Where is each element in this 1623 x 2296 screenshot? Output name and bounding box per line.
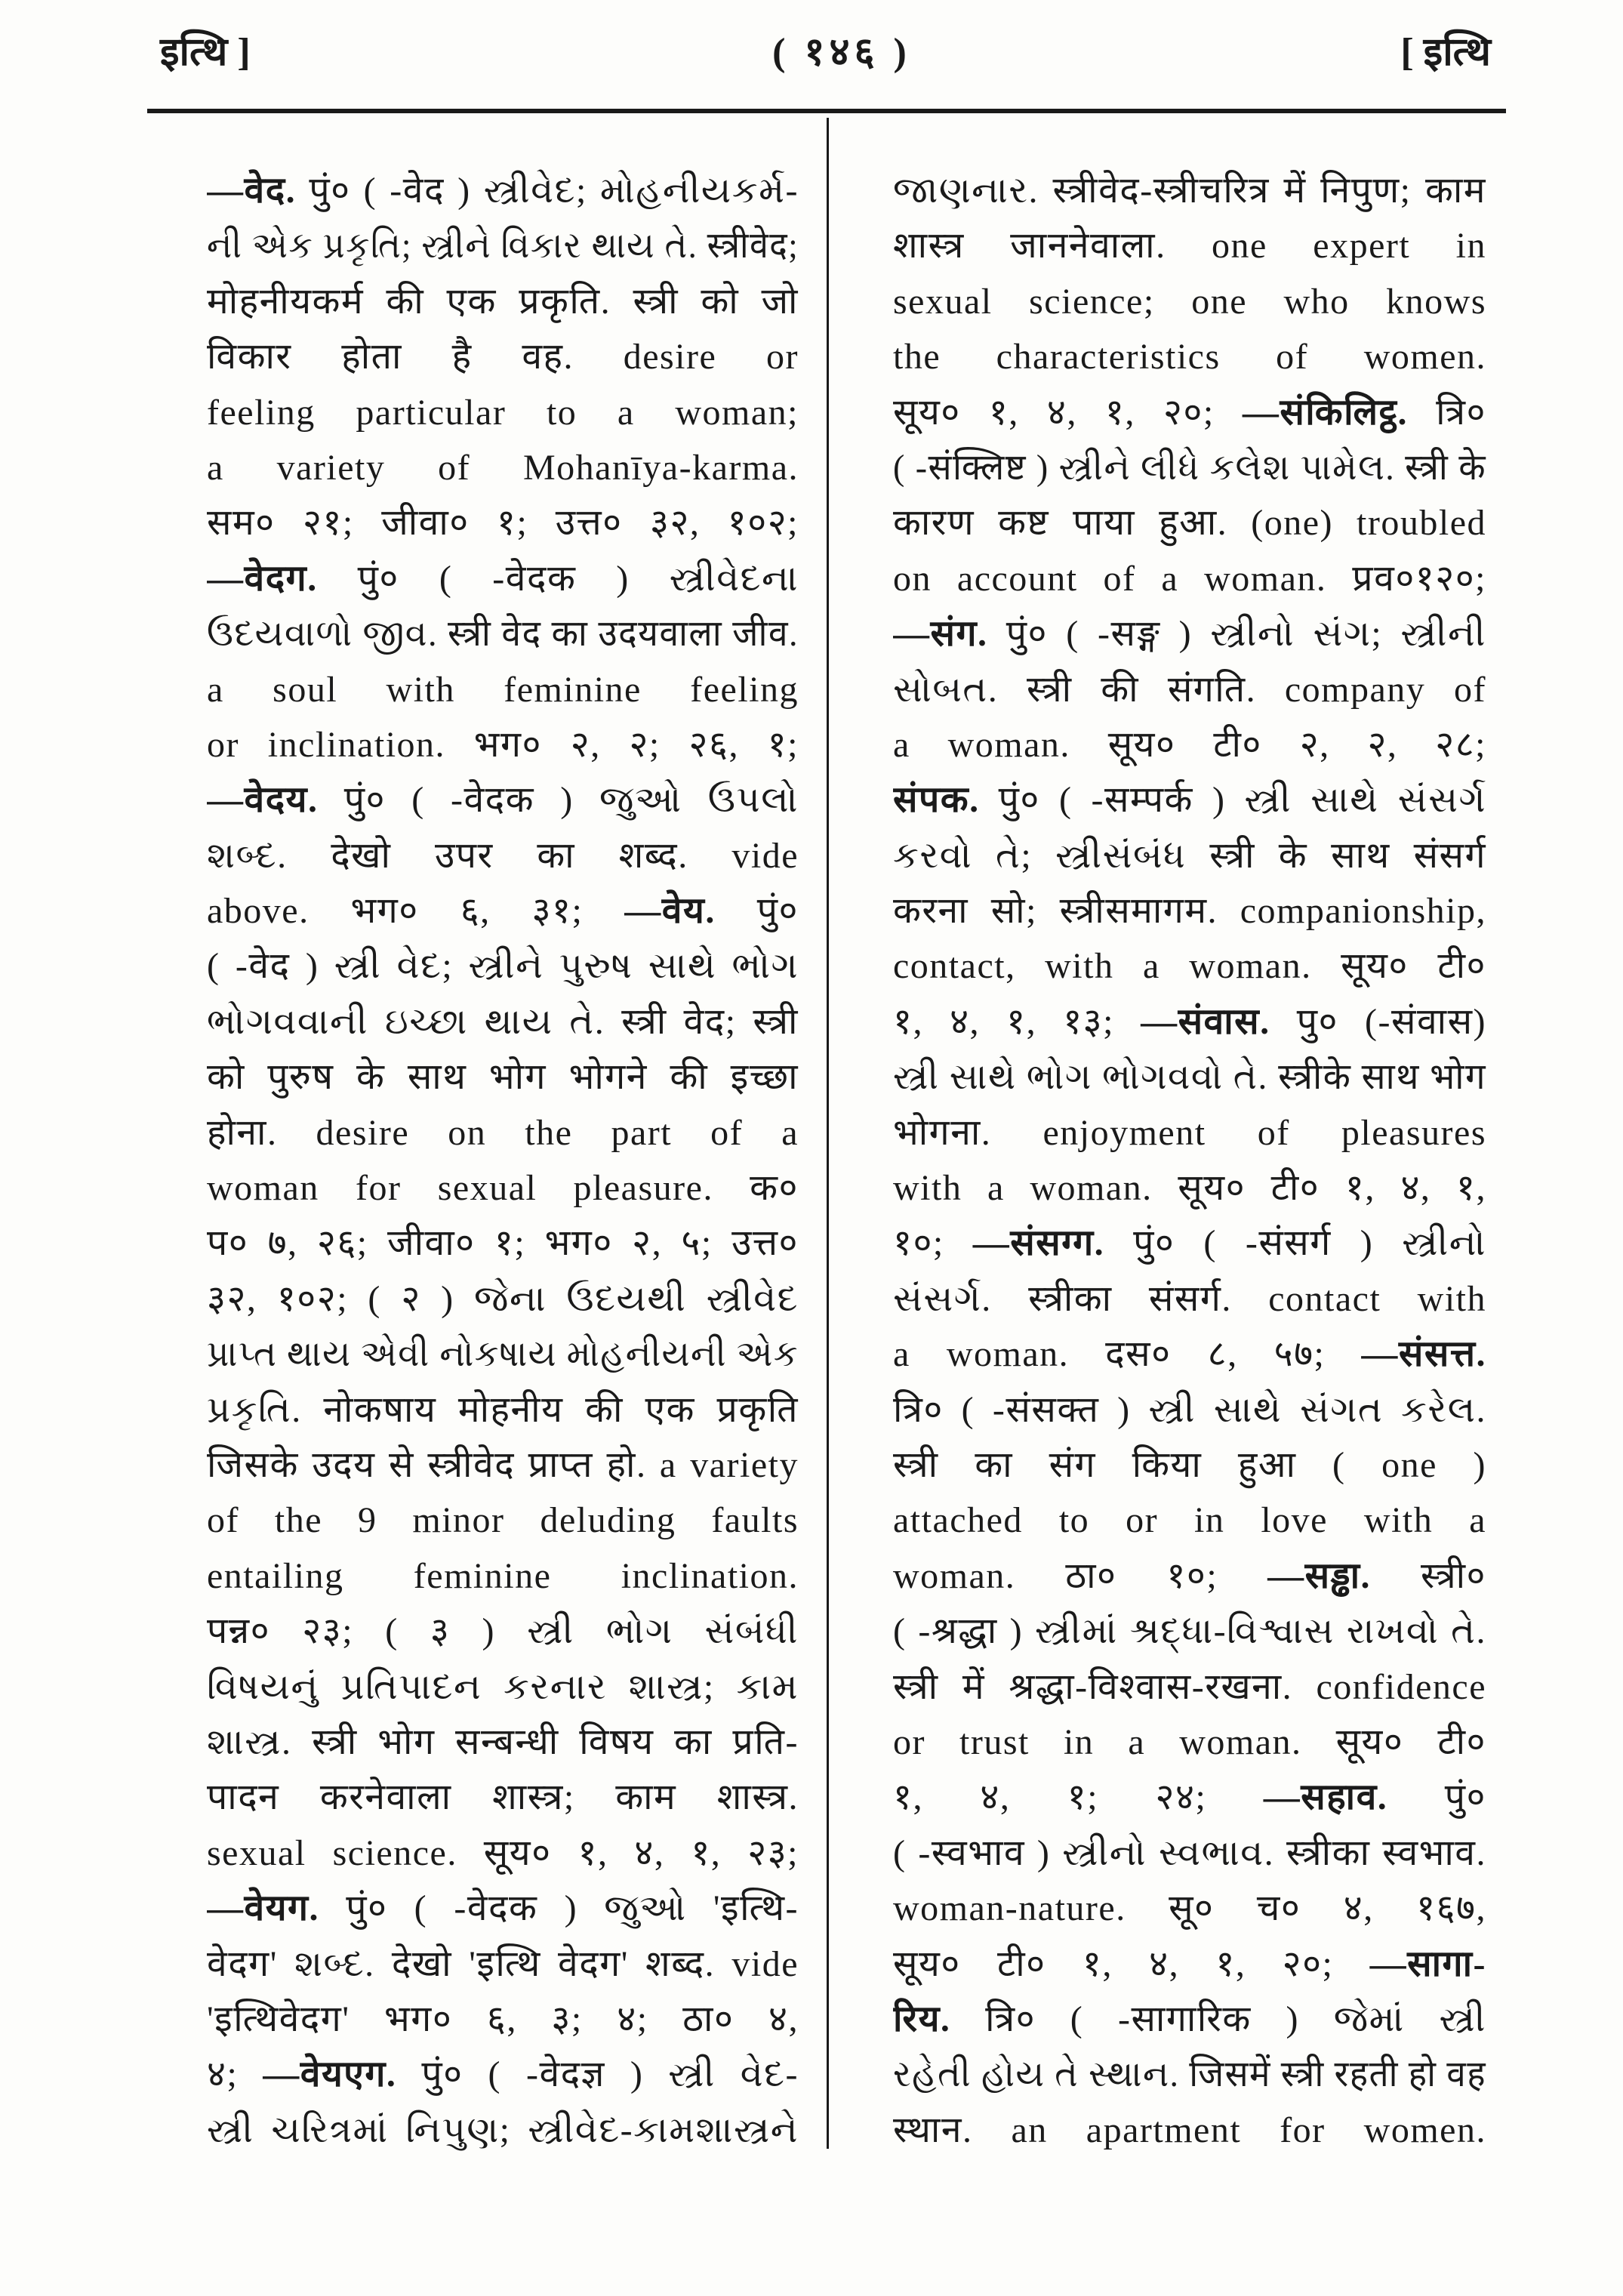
dictionary-line bbox=[893, 329, 1486, 384]
entry-text: पुं० bbox=[1387, 1777, 1486, 1818]
dictionary-line bbox=[893, 1327, 1486, 1382]
entry-text: कारण कष्ट पाया हुआ. (one) troubled bbox=[893, 503, 1486, 544]
dictionary-line bbox=[893, 1604, 1486, 1659]
entry-text: स्त्री में श्रद्धा-विश्वास-रखना. confidence bbox=[893, 1666, 1486, 1707]
page-number: ( १४६ ) bbox=[772, 31, 911, 74]
dictionary-line bbox=[893, 1105, 1486, 1160]
entry-text: स्त्री का संग किया हुआ ( one ) bbox=[893, 1444, 1486, 1485]
dictionary-line bbox=[207, 218, 799, 273]
line-text bbox=[893, 1049, 1486, 1105]
headword: —वेद. bbox=[207, 171, 297, 211]
dictionary-line bbox=[893, 994, 1486, 1049]
line-text bbox=[893, 1826, 1486, 1881]
dictionary-line bbox=[207, 606, 799, 661]
entry-text: જાણનાર. स्त्रीवेद-स्त्रीचरित्र में निपुण; काम bbox=[893, 171, 1486, 211]
entry-text: पुं० ( -वेदक ) સ્ત્રીવેદના bbox=[317, 558, 799, 599]
entry-text: ( -संक्लिष्ट ) સ્ત્રીને લીધે કલેશ પામેલ. स्त्री के bbox=[893, 447, 1486, 488]
entry-text: above. भग० ६, ३१; bbox=[207, 891, 625, 932]
entry-text: woman. ठा० १०; bbox=[893, 1555, 1268, 1596]
line-text bbox=[207, 994, 799, 1049]
entry-text: a woman. दस० ८, ५७; bbox=[893, 1334, 1362, 1375]
line-text bbox=[893, 1382, 1486, 1438]
entry-text: विकार होता है वह. desire or bbox=[207, 337, 799, 378]
line-text bbox=[893, 1271, 1486, 1327]
entry-text: पुं० bbox=[715, 891, 799, 932]
line-text bbox=[207, 772, 799, 827]
dictionary-line bbox=[207, 1992, 799, 2047]
entry-text: स्त्री० bbox=[1371, 1555, 1486, 1596]
dictionary-line bbox=[207, 1770, 799, 1825]
entry-text: त्रि० bbox=[1408, 392, 1486, 433]
line-text bbox=[893, 329, 1486, 384]
entry-text: को पुरुष के साथ भोग भोगने की इच्छा bbox=[207, 1057, 799, 1098]
entry-text: ४; bbox=[207, 2054, 263, 2095]
entry-text: attached to or in love with a bbox=[893, 1500, 1486, 1541]
dictionary-line bbox=[207, 274, 799, 329]
entry-text: પ્રાપ્ત થાય એવી નોકષાય મોહનીયની એક bbox=[207, 1334, 799, 1375]
dictionary-line bbox=[893, 163, 1486, 218]
line-text bbox=[893, 1438, 1486, 1493]
line-text bbox=[893, 772, 1486, 827]
entry-text: ३२, १०२; ( २ ) જેના ઉદયથી સ્ત્રીવેદ bbox=[207, 1278, 799, 1319]
line-text bbox=[207, 163, 799, 218]
dictionary-line bbox=[893, 1826, 1486, 1881]
entry-text: ઉદયવાળો જીવ. स्त्री वेद का उदयवाला जीव. bbox=[207, 614, 799, 655]
line-text bbox=[207, 828, 799, 883]
headword: —वेदय. bbox=[207, 780, 319, 821]
headword: रिय. bbox=[893, 1999, 951, 2039]
entry-text: पुं० ( -वेदक ) જુઓ ઉપલો bbox=[318, 780, 799, 821]
entry-text: करना सो; स्त्रीसमागम. companionship, bbox=[893, 891, 1486, 932]
line-text bbox=[893, 2103, 1486, 2158]
dictionary-line bbox=[207, 1881, 799, 1936]
line-text bbox=[207, 1160, 799, 1216]
line-text bbox=[207, 2047, 799, 2102]
line-text bbox=[207, 218, 799, 273]
entry-text: ની એક પ્રકૃતિ; સ્ત્રીને વિકાર થાય તે. स्त्रीवेद; bbox=[207, 226, 799, 267]
dictionary-line bbox=[893, 1160, 1486, 1216]
dictionary-line bbox=[893, 1549, 1486, 1604]
entry-text: or inclination. भग० २, २; २६, १; bbox=[207, 724, 799, 765]
header-rule bbox=[147, 109, 1506, 113]
entry-text: સ્ત્રી ચરિત્રમાં નિપુણ; સ્ત્રીવેદ-કામશાસ્ત્રને bbox=[207, 2110, 799, 2150]
line-text bbox=[893, 551, 1486, 606]
entry-text: पुं० ( -वेदज्ञ ) સ્ત્રી વેદ- bbox=[396, 2054, 799, 2095]
dictionary-line bbox=[207, 1660, 799, 1715]
line-text bbox=[207, 717, 799, 772]
line-text bbox=[207, 274, 799, 329]
line-text bbox=[207, 1604, 799, 1659]
dictionary-line bbox=[207, 163, 799, 218]
line-text bbox=[893, 495, 1486, 550]
dictionary-line bbox=[893, 1937, 1486, 1992]
dictionary-line bbox=[893, 1770, 1486, 1825]
line-text bbox=[207, 1826, 799, 1881]
entry-text: पुं० ( -संसर्ग ) સ્ત્રીનો bbox=[1104, 1223, 1486, 1264]
line-text bbox=[893, 994, 1486, 1049]
entry-text: રહેતી હોય તે સ્થાન. जिसमें स्त्री रहती हो वह bbox=[893, 2054, 1486, 2095]
entry-text: पुं० ( -वेद ) સ્ત્રીવેદ; મોહનીયકર્મ- bbox=[296, 171, 799, 211]
dictionary-line bbox=[893, 2047, 1486, 2102]
dictionary-line bbox=[207, 938, 799, 994]
dictionary-line bbox=[207, 1493, 799, 1548]
entry-text: શાસ્ત્ર. स्त्री भोग सन्बन्धी विषय का प्रति- bbox=[207, 1721, 799, 1762]
entry-text: पुं० ( -सङ्ग ) સ્ત્રીનો સંગ; સ્ત્રીની bbox=[987, 614, 1486, 655]
dictionary-line bbox=[893, 1493, 1486, 1548]
line-text bbox=[207, 2103, 799, 2158]
entry-text: પ્રકૃતિ. नोकषाय मोहनीय की एक प्रकृति bbox=[207, 1389, 799, 1430]
headword: संपक. bbox=[893, 780, 980, 821]
headword: —सागा- bbox=[1369, 1943, 1486, 1984]
dictionary-line bbox=[207, 385, 799, 440]
line-text bbox=[893, 1660, 1486, 1715]
line-text bbox=[893, 1327, 1486, 1382]
dictionary-line bbox=[893, 551, 1486, 606]
entry-text: ( -वेद ) સ્ત્રી વેદ; સ્ત્રીને પુરુષ સાથે ભોગ bbox=[207, 946, 799, 987]
dictionary-line bbox=[893, 1049, 1486, 1105]
dictionary-line bbox=[207, 2103, 799, 2158]
dictionary-line bbox=[893, 1992, 1486, 2047]
headword: —वेदग. bbox=[207, 558, 318, 599]
dictionary-line bbox=[893, 828, 1486, 883]
left-column bbox=[207, 163, 799, 2159]
dictionary-line bbox=[207, 1160, 799, 1216]
entry-text: or trust in a woman. सूय० टी० bbox=[893, 1721, 1486, 1762]
line-text bbox=[207, 1327, 799, 1382]
dictionary-line bbox=[207, 1438, 799, 1493]
entry-text: feeling particular to a woman; bbox=[207, 392, 799, 433]
line-text bbox=[893, 1992, 1486, 2047]
entry-text: ( -श्रद्धा ) સ્ત્રીમાં શ્રદ્ધા-વિશ્વાસ રાખવો તે. bbox=[893, 1611, 1486, 1652]
dictionary-line bbox=[207, 1549, 799, 1604]
entry-text: sexual science. सूय० १, ४, १, २३; bbox=[207, 1832, 799, 1873]
line-text bbox=[207, 1549, 799, 1604]
line-text bbox=[893, 2047, 1486, 2102]
dictionary-line bbox=[893, 938, 1486, 994]
line-text bbox=[893, 717, 1486, 772]
entry-text: १, ४, १; २४; bbox=[893, 1777, 1264, 1818]
headword: —संकिलिट्ठ. bbox=[1242, 392, 1409, 433]
line-text bbox=[893, 274, 1486, 329]
entry-text: मोहनीयकर्म की एक प्रकृति. स्त्री को जो bbox=[207, 281, 799, 322]
entry-text: sexual science; one who knows bbox=[893, 281, 1486, 322]
dictionary-line bbox=[207, 440, 799, 495]
entry-text: સોબત. स्त्री की संगति. company of bbox=[893, 669, 1486, 710]
entry-text: होना. desire on the part of a bbox=[207, 1112, 799, 1153]
line-text bbox=[893, 218, 1486, 273]
headword: —संग. bbox=[893, 614, 988, 655]
entry-text: કરવો તે; સ્ત્રીસંબંધ स्त्री के साथ संसर्ग bbox=[893, 835, 1486, 876]
entry-text: १, ४, १, १३; bbox=[893, 1001, 1141, 1042]
line-text bbox=[207, 495, 799, 550]
headword: —संवास. bbox=[1141, 1001, 1270, 1042]
line-text bbox=[207, 938, 799, 994]
entry-text: વિષયનું પ્રતિપાદન કરનાર શાસ્ત્ર; કામ bbox=[207, 1666, 799, 1707]
entry-text: प० ७, २६; जीवा० १; भग० २, ५; उत्त० bbox=[207, 1223, 799, 1264]
dictionary-line bbox=[207, 1604, 799, 1659]
line-text bbox=[207, 1660, 799, 1715]
line-text bbox=[893, 883, 1486, 938]
dictionary-line bbox=[207, 495, 799, 550]
entry-text: ભોગવવાની ઇચ્છા થાય તે. स्त्री वेद; स्त्री bbox=[207, 1001, 799, 1042]
entry-text: स्थान. an apartment for women. bbox=[893, 2110, 1486, 2150]
dictionary-line bbox=[893, 274, 1486, 329]
entry-text: શબ્દ. देखो उपर का शब्द. vide bbox=[207, 835, 799, 876]
dictionary-line bbox=[893, 1715, 1486, 1770]
entry-text: सम० २१; जीवा० १; उत्त० ३२, १०२; bbox=[207, 503, 799, 544]
entry-text: शास्त्र जाननेवाला. one expert in bbox=[893, 226, 1486, 267]
entry-text: with a woman. सूय० टी० १, ४, १, bbox=[893, 1168, 1486, 1209]
line-text bbox=[893, 1715, 1486, 1770]
right-column bbox=[893, 163, 1486, 2159]
dictionary-line bbox=[893, 772, 1486, 827]
dictionary-line bbox=[207, 1049, 799, 1105]
dictionary-line bbox=[893, 385, 1486, 440]
line-text bbox=[893, 1549, 1486, 1604]
entry-text: सूय० टी० १, ४, १, २०; bbox=[893, 1943, 1370, 1984]
entry-text: સ્ત્રી સાથે ભોગ ભોગવવો તે. स्त्रीके साथ भोग bbox=[893, 1057, 1486, 1098]
dictionary-line bbox=[207, 1271, 799, 1327]
dictionary-line bbox=[893, 1216, 1486, 1271]
line-text bbox=[207, 1382, 799, 1438]
dictionary-line bbox=[893, 717, 1486, 772]
line-text bbox=[207, 1881, 799, 1936]
dictionary-line bbox=[207, 1826, 799, 1881]
dictionary-line bbox=[893, 495, 1486, 550]
entry-text: पन्न० २३; ( ३ ) સ્ત્રી ભોગ સંબંધી bbox=[207, 1611, 799, 1652]
line-text bbox=[893, 385, 1486, 440]
running-head-right: [ इत्थि bbox=[1400, 31, 1491, 74]
running-head-left: इत्थि ] bbox=[160, 31, 251, 74]
entry-text: on account of a woman. प्रव०१२०; bbox=[893, 558, 1486, 599]
line-text bbox=[893, 938, 1486, 994]
entry-text: वेदग' શબ્દ. देखो 'इत्थि वेदग' शब्द. vide bbox=[207, 1943, 799, 1984]
entry-text: contact, with a woman. सूय० टी० bbox=[893, 946, 1486, 987]
dictionary-line bbox=[893, 1271, 1486, 1327]
dictionary-line bbox=[207, 2047, 799, 2102]
line-text bbox=[893, 1216, 1486, 1271]
line-text bbox=[207, 1493, 799, 1548]
line-text bbox=[207, 1049, 799, 1105]
entry-text: पुं० ( -वेदक ) જુઓ 'इत्थि- bbox=[319, 1888, 799, 1929]
dictionary-line bbox=[893, 218, 1486, 273]
entry-text: a woman. सूय० टी० २, २, २८; bbox=[893, 724, 1486, 765]
headword: —वेयग. bbox=[207, 1888, 320, 1929]
entry-text: the characteristics of women. bbox=[893, 337, 1486, 378]
line-text bbox=[893, 1493, 1486, 1548]
entry-text: पादन करनेवाला शास्त्र; काम शास्त्र. bbox=[207, 1777, 799, 1818]
entry-text: पुं० ( -सम्पर्क ) સ્ત્રી સાથે સંસર્ગ bbox=[979, 780, 1486, 821]
entry-text: સંસર્ગ. स्त्रीका संसर्ग. contact with bbox=[893, 1278, 1486, 1319]
dictionary-line bbox=[893, 1438, 1486, 1493]
entry-text: of the 9 minor deluding faults bbox=[207, 1500, 799, 1541]
line-text bbox=[207, 1105, 799, 1160]
line-text bbox=[893, 606, 1486, 661]
dictionary-line bbox=[207, 1105, 799, 1160]
entry-text: पु० (-संवास) bbox=[1270, 1001, 1486, 1042]
dictionary-line bbox=[893, 1881, 1486, 1936]
dictionary-line bbox=[207, 1327, 799, 1382]
line-text bbox=[207, 1271, 799, 1327]
line-text bbox=[207, 1438, 799, 1493]
line-text bbox=[893, 163, 1486, 218]
dictionary-line bbox=[207, 329, 799, 384]
headword: —संसग्ग. bbox=[972, 1223, 1105, 1264]
entry-text: भोगना. enjoyment of pleasures bbox=[893, 1112, 1486, 1153]
line-text bbox=[893, 662, 1486, 717]
dictionary-line bbox=[893, 1660, 1486, 1715]
dictionary-line bbox=[207, 1382, 799, 1438]
line-text bbox=[893, 1604, 1486, 1659]
dictionary-line bbox=[893, 883, 1486, 938]
line-text bbox=[893, 828, 1486, 883]
dictionary-line bbox=[207, 772, 799, 827]
line-text bbox=[207, 1216, 799, 1271]
entry-text: १०; bbox=[893, 1223, 973, 1264]
line-text bbox=[893, 1770, 1486, 1825]
dictionary-line bbox=[893, 1382, 1486, 1438]
headword: —वेयएग. bbox=[263, 2054, 397, 2095]
line-text bbox=[207, 385, 799, 440]
headword: —सहाव. bbox=[1263, 1777, 1388, 1818]
line-text bbox=[207, 1937, 799, 1992]
line-text bbox=[207, 883, 799, 938]
entry-text: entailing feminine inclination. bbox=[207, 1555, 799, 1596]
entry-text: ( -स्वभाव ) સ્ત્રીનો સ્વભાવ. स्त्रीका स्वभाव. bbox=[893, 1832, 1486, 1873]
line-text bbox=[207, 662, 799, 717]
dictionary-line bbox=[207, 994, 799, 1049]
entry-text: त्रि० ( -सागारिक ) જેમાં સ્ત્રી bbox=[950, 1999, 1486, 2039]
entry-text: a variety of Mohanīya-karma. bbox=[207, 447, 799, 488]
entry-text: woman-nature. सू० च० ४, १६७, bbox=[893, 1888, 1486, 1929]
dictionary-line bbox=[893, 606, 1486, 661]
line-text bbox=[207, 551, 799, 606]
dictionary-line bbox=[207, 828, 799, 883]
dictionary-line bbox=[207, 662, 799, 717]
dictionary-line bbox=[207, 1216, 799, 1271]
column-divider bbox=[827, 118, 829, 2149]
entry-text: जिसके उदय से स्त्रीवेद प्राप्त हो. a variety bbox=[207, 1444, 799, 1485]
line-text bbox=[893, 1937, 1486, 1992]
line-text bbox=[893, 1105, 1486, 1160]
dictionary-line bbox=[893, 440, 1486, 495]
entry-text: 'इत्थिवेदग' भग० ६, ३; ४; ठा० ४, bbox=[207, 1999, 799, 2039]
headword: —वेय. bbox=[624, 891, 716, 932]
dictionary-line bbox=[207, 717, 799, 772]
entry-text: सूय० १, ४, १, २०; bbox=[893, 392, 1243, 433]
dictionary-line bbox=[207, 1937, 799, 1992]
dictionary-line bbox=[207, 1715, 799, 1770]
line-text bbox=[207, 440, 799, 495]
line-text bbox=[207, 606, 799, 661]
line-text bbox=[207, 1770, 799, 1825]
line-text bbox=[207, 1715, 799, 1770]
dictionary-line bbox=[207, 551, 799, 606]
entry-text: a soul with feminine feeling bbox=[207, 669, 799, 710]
dictionary-line bbox=[893, 662, 1486, 717]
line-text bbox=[207, 329, 799, 384]
dictionary-line bbox=[893, 2103, 1486, 2158]
line-text bbox=[893, 1160, 1486, 1216]
entry-text: woman for sexual pleasure. क० bbox=[207, 1168, 799, 1209]
dictionary-line bbox=[207, 883, 799, 938]
line-text bbox=[207, 1992, 799, 2047]
line-text bbox=[893, 440, 1486, 495]
headword: —संसत्त. bbox=[1361, 1334, 1486, 1375]
entry-text: त्रि० ( -संसक्त ) સ્ત્રી સાથે સંગત કરેલ. bbox=[893, 1389, 1486, 1430]
line-text bbox=[893, 1881, 1486, 1936]
headword: —सड्ढा. bbox=[1267, 1555, 1372, 1596]
